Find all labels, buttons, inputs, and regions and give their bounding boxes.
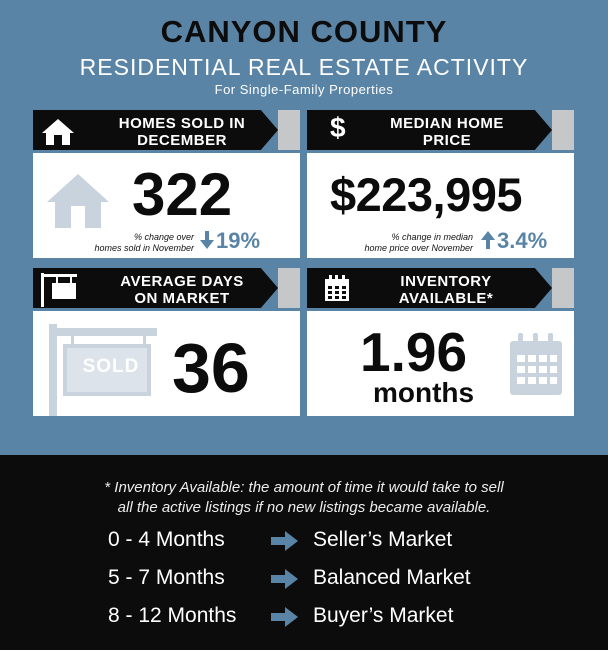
market-type: Balanced Market — [313, 566, 471, 589]
market-range: 5 - 7 Months — [108, 566, 225, 589]
median-price-value: $223,995 — [330, 168, 523, 221]
calendar-header-icon — [324, 275, 350, 302]
up-arrow-icon — [481, 231, 495, 249]
days-on-market-label-1: AVERAGE DAYS — [120, 273, 244, 290]
house-outline-icon — [45, 172, 111, 230]
right-arrow-icon — [271, 606, 299, 628]
right-arrow-icon — [271, 530, 299, 552]
inventory-label-2: AVAILABLE* — [398, 290, 494, 307]
market-range: 0 - 4 Months — [108, 528, 225, 551]
hanging-sign-icon — [38, 271, 80, 307]
county-title: CANYON COUNTY — [160, 14, 448, 49]
market-type: Buyer’s Market — [313, 604, 454, 627]
homes-sold-label-1: HOMES SOLD IN — [118, 115, 246, 132]
down-arrow-icon — [200, 231, 214, 249]
market-row — [0, 566, 608, 596]
median-price-note-1: % change in median — [391, 232, 473, 242]
homes-sold-label-2: DECEMBER — [137, 132, 227, 149]
footnote-line-1: * Inventory Available: the amount of time it would take to sell — [104, 479, 504, 496]
homes-sold-change: 19% — [216, 228, 261, 253]
dollar-icon: $ — [330, 112, 346, 143]
days-on-market-value: 36 — [172, 329, 250, 407]
right-arrow-icon — [271, 568, 299, 590]
market-type: Seller’s Market — [313, 528, 453, 551]
homes-sold-note-1: % change over — [133, 232, 194, 242]
homes-sold-note-2: homes sold in November — [94, 243, 194, 253]
market-row — [0, 528, 608, 558]
house-icon — [40, 117, 76, 147]
inventory-unit: months — [373, 377, 475, 408]
sold-sign-text: SOLD — [82, 356, 140, 377]
calendar-icon — [508, 333, 564, 397]
median-price-change: 3.4% — [497, 228, 548, 253]
median-price-label-1: MEDIAN HOME — [390, 115, 504, 132]
page-subtitle: RESIDENTIAL REAL ESTATE ACTIVITY — [79, 54, 529, 80]
property-caption: For Single-Family Properties — [214, 82, 394, 97]
median-price-note-2: home price over November — [364, 243, 473, 253]
median-price-label-2: PRICE — [422, 132, 472, 149]
market-row — [0, 604, 608, 634]
homes-sold-value: 322 — [132, 161, 233, 228]
market-range: 8 - 12 Months — [108, 604, 237, 627]
days-on-market-label-2: ON MARKET — [134, 290, 230, 307]
footnote-line-2: all the active listings if no new listings became available. — [117, 499, 491, 516]
inventory-value: 1.96 — [360, 321, 468, 383]
inventory-label-1: INVENTORY — [400, 273, 492, 290]
